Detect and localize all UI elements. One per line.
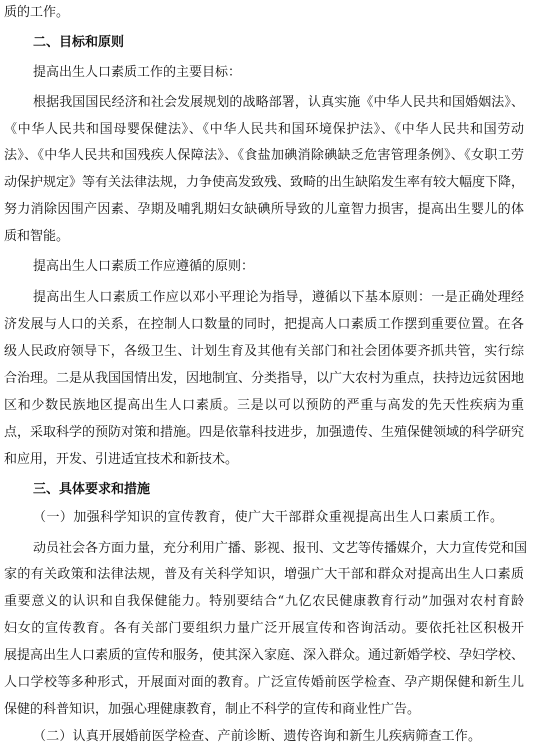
text-line-6: 法》、《中华人民共和国残疾人保障法》、《食盐加碘消除碘缺乏危害管理条例》、《女职工劳 xyxy=(4,148,524,163)
text-line-7: 动保护规定》等有关法律法规，力争使高发致残、致畸的出生缺陷发生率有较大幅度下降， xyxy=(4,175,525,190)
text-line-10: 提高出生人口素质工作应遵循的原则： xyxy=(33,259,255,274)
text-line-21: 家的有关政策和法律法规，普及有关科学知识，增强广大干部和群众对提高出生人口素质 xyxy=(4,567,524,582)
text-line-26: 保健的科普知识，加强心理健康教育，制止不科学的宣传和商业性广告。 xyxy=(4,702,421,717)
text-line-11: 提高出生人口素质工作应以邓小平理论为指导，遵循以下基本原则：一是正确处理经 xyxy=(33,290,524,305)
subheading-2: （二）认真开展婚前医学检查、产前诊断、遗传咨询和新生儿疾病筛查工作。 xyxy=(33,729,481,744)
text-line-14: 合治理。二是从我国国情出发，因地制宜、分类指导，以广大农村为重点，扶持边远贫困地 xyxy=(4,371,525,386)
text-line-17: 和应用，开发、引进适宜技术和新技术。 xyxy=(4,452,239,467)
text-line-13: 级人民政府领导下，各级卫生、计划生育及其他有关部门和社会团体要齐抓共管，实行综 xyxy=(4,344,524,359)
text-line-1: 质的工作。 xyxy=(4,5,70,20)
text-line-24: 展提高出生人口素质的宣传和服务，使其深入家庭、深入群众。通过新婚学校、孕妇学校、 xyxy=(4,648,525,663)
text-line-20: 动员社会各方面力量，充分利用广播、影视、报刊、文艺等传播媒介，大力宣传党和国 xyxy=(33,541,528,556)
text-line-9: 质和智能。 xyxy=(4,229,70,244)
section-heading-2: 二、目标和原则 xyxy=(33,35,125,50)
section-heading-3: 三、具体要求和措施 xyxy=(33,482,151,497)
subheading-1: （一）加强科学知识的宣传教育，使广大干部群众重视提高出生人口素质工作。 xyxy=(33,510,503,525)
text-line-5: 《中华人民共和国母婴保健法》、《中华人民共和国环境保护法》、《中华人民共和国劳动 xyxy=(4,122,524,137)
text-line-15: 区和少数民族地区提高出生人口素质。三是以可以预防的严重与高发的先天性疾病为重 xyxy=(4,398,524,413)
text-line-16: 点，采取科学的预防对策和措施。四是依靠科技进步，加强遗传、生殖保健领域的科学研究 xyxy=(4,425,525,440)
text-line-3: 提高出生人口素质工作的主要目标： xyxy=(33,65,242,80)
text-line-23: 妇女的宣传教育。各有关部门要组织力量广泛开展宣传和咨询活动。要依托社区积极开 xyxy=(4,621,524,636)
text-line-4: 根据我国国民经济和社会发展规划的战略部署，认真实施《中华人民共和国婚姻法》、 xyxy=(33,95,524,110)
text-line-25: 人口学校等多种形式，开展面对面的教育。广泛宣传婚前医学检查、孕产期保健和新生儿 xyxy=(4,675,524,690)
text-line-22: 重要意义的认识和自我保健能力。特别要结合“九亿农民健康教育行动”加强对农村育龄 xyxy=(4,594,524,609)
text-line-12: 济发展与人口的关系，在控制人口数量的同时，把提高人口素质工作摆到重要位置。在各 xyxy=(4,317,524,332)
text-line-8: 努力消除因围产因素、孕期及哺乳期妇女缺碘所导致的儿童智力损害，提高出生婴儿的体 xyxy=(4,202,524,217)
